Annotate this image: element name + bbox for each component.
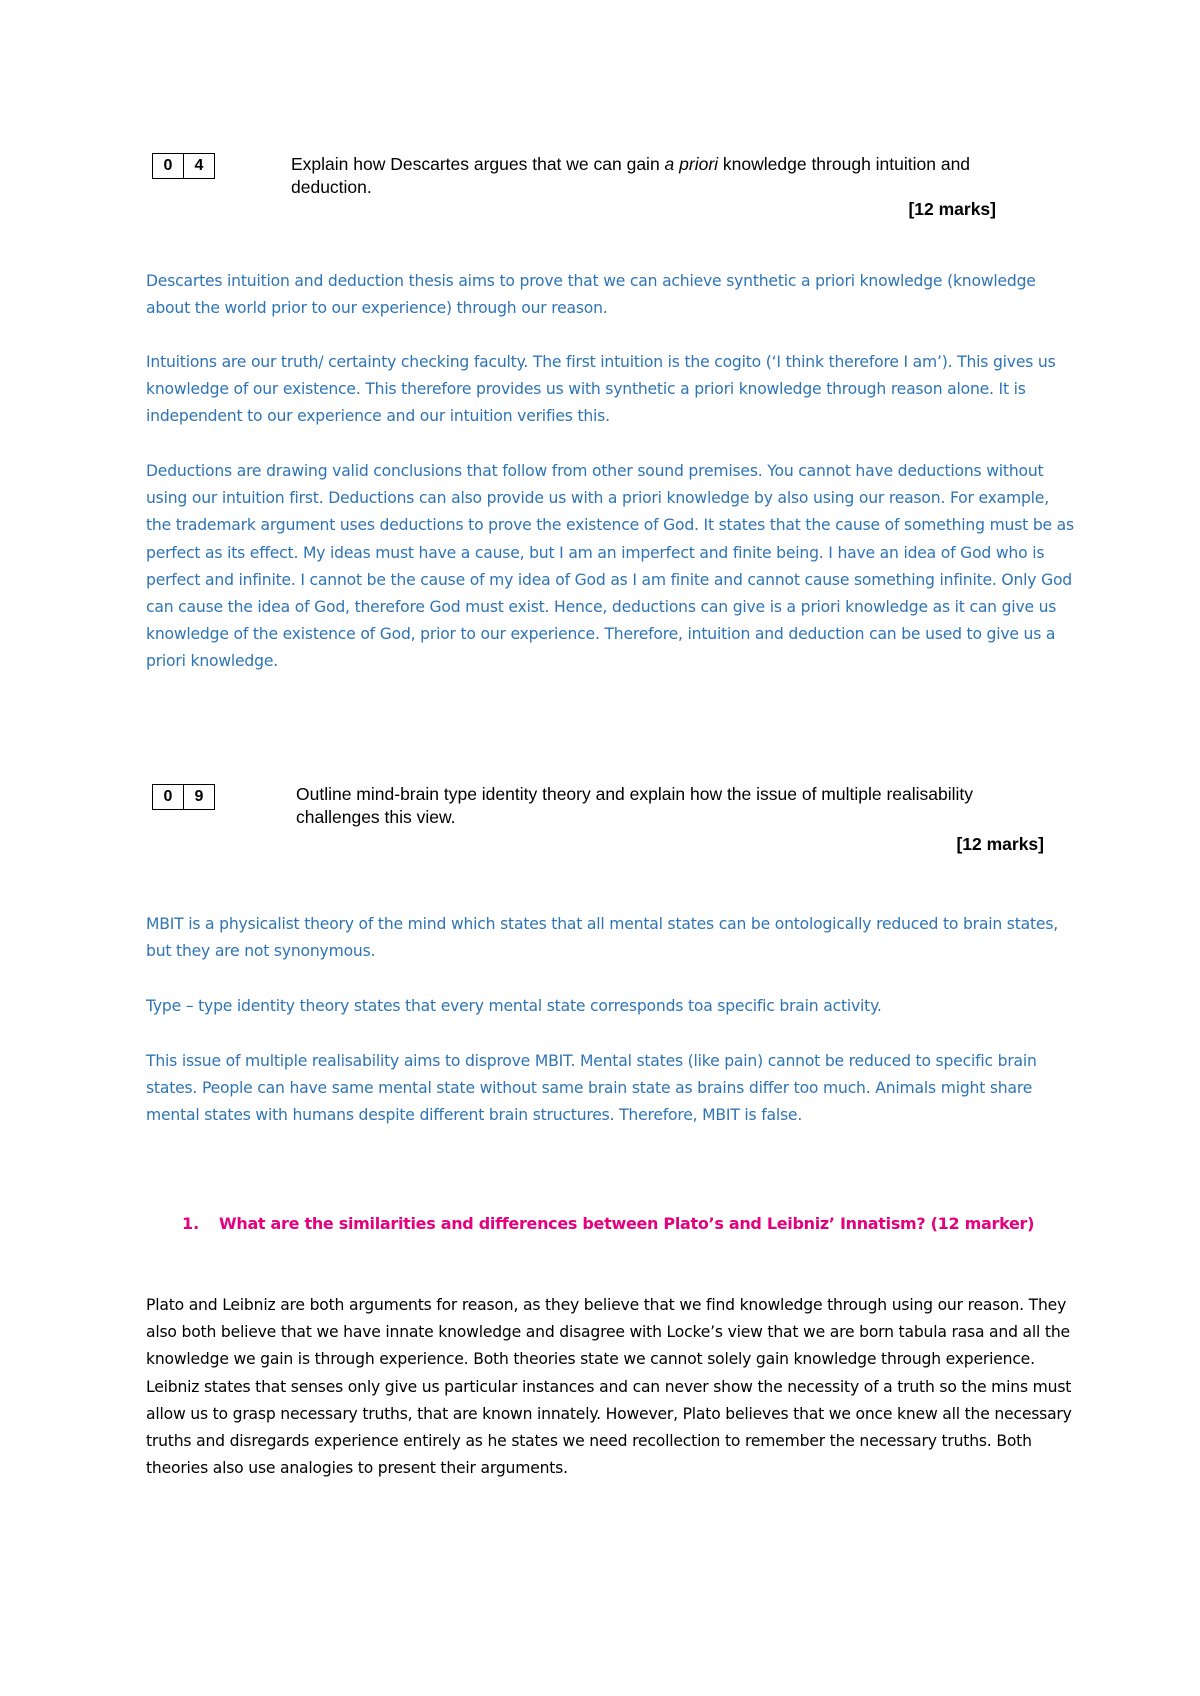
- question-04-prompt: Explain how Descartes argues that we can gain a priori knowledge through intuition and deduction.: [291, 154, 971, 197]
- question-04-marks: [12 marks]: [908, 199, 996, 219]
- answer-09-paragraph-1: MBIT is a physicalist theory of the mind which states that all mental states can be ontologically reduced to brain states, but they are not synonymous.: [146, 915, 1058, 961]
- answer-1-paragraph: Plato and Leibniz are both arguments for reason, as they believe that we find knowledge through using our reason. They also both believe that we have innate knowledge and disagree with Locke’s view that we are born tabula rasa and all the knowledge we gain is through experience. Both theories state we cannot solely gain knowledge through experience. Leibniz states that senses only give us particular instances and can never show the necessity of a truth so the mins must allow us to grasp necessary truths, that are known innately. However, Plato believes that we once knew all the necessary truths and disregards experience entirely as he states we need recollection to remember the necessary truths. Both theories also use analogies to present their arguments.: [146, 1296, 1072, 1478]
- question-digit: 0: [163, 157, 173, 174]
- answer-04-paragraph-3: Deductions are drawing valid conclusions that follow from other sound premises. You cannot have deductions without using our intuition first. Deductions can also provide us with a priori knowledge by also using our reason. For example, the trademark argument uses deductions to prove the existence of God. It states that the cause of something must be as perfect as its effect. My ideas must have a cause, but I am an imperfect and finite being. I have an idea of God who is perfect and infinite. I cannot be the cause of my idea of God as I am finite and cannot cause something infinite. Only God can cause the idea of God, therefore God must exist. Hence, deductions can give is a priori knowledge as it can give us knowledge of the existence of God, prior to our experience. Therefore, intuition and deduction can be used to give us a priori knowledge.: [146, 462, 1074, 671]
- question-09-prompt: Outline mind-brain type identity theory and explain how the issue of multiple realisability challenges this view.: [296, 784, 974, 827]
- answer-09-paragraph-2: Type – type identity theory states that every mental state corresponds toa specific brain activity.: [146, 997, 882, 1015]
- question-1-heading: What are the similarities and differences between Plato’s and Leibniz’ Innatism? (12 marker): [219, 1214, 1035, 1233]
- question-09-marks: [12 marks]: [956, 834, 1044, 854]
- answer-04-paragraph-1: Descartes intuition and deduction thesis aims to prove that we can achieve synthetic a priori knowledge (knowledge about the world prior to our experience) through our reason.: [146, 272, 1036, 318]
- question-digit: 0: [163, 788, 173, 805]
- answer-09-paragraph-3: This issue of multiple realisability aims to disprove MBIT. Mental states (like pain) cannot be reduced to specific brain states. People can have same mental state without same brain state as brains differ too much. Animals might share mental states with humans despite different brain structures. Therefore, MBIT is false.: [146, 1052, 1037, 1125]
- answer-04-paragraph-2: Intuitions are our truth/ certainty checking faculty. The first intuition is the cogito (‘I think therefore I am’). This gives us knowledge of our existence. This therefore provides us with synthetic a priori knowledge through reason alone. It is independent to our experience and our intuition verifies this.: [146, 353, 1056, 426]
- question-1-number: 1.: [182, 1214, 200, 1233]
- question-digit: 4: [183, 154, 214, 178]
- question-number-box-04: [152, 153, 215, 179]
- question-number-box-09: [152, 784, 215, 810]
- question-digit: 9: [183, 785, 214, 809]
